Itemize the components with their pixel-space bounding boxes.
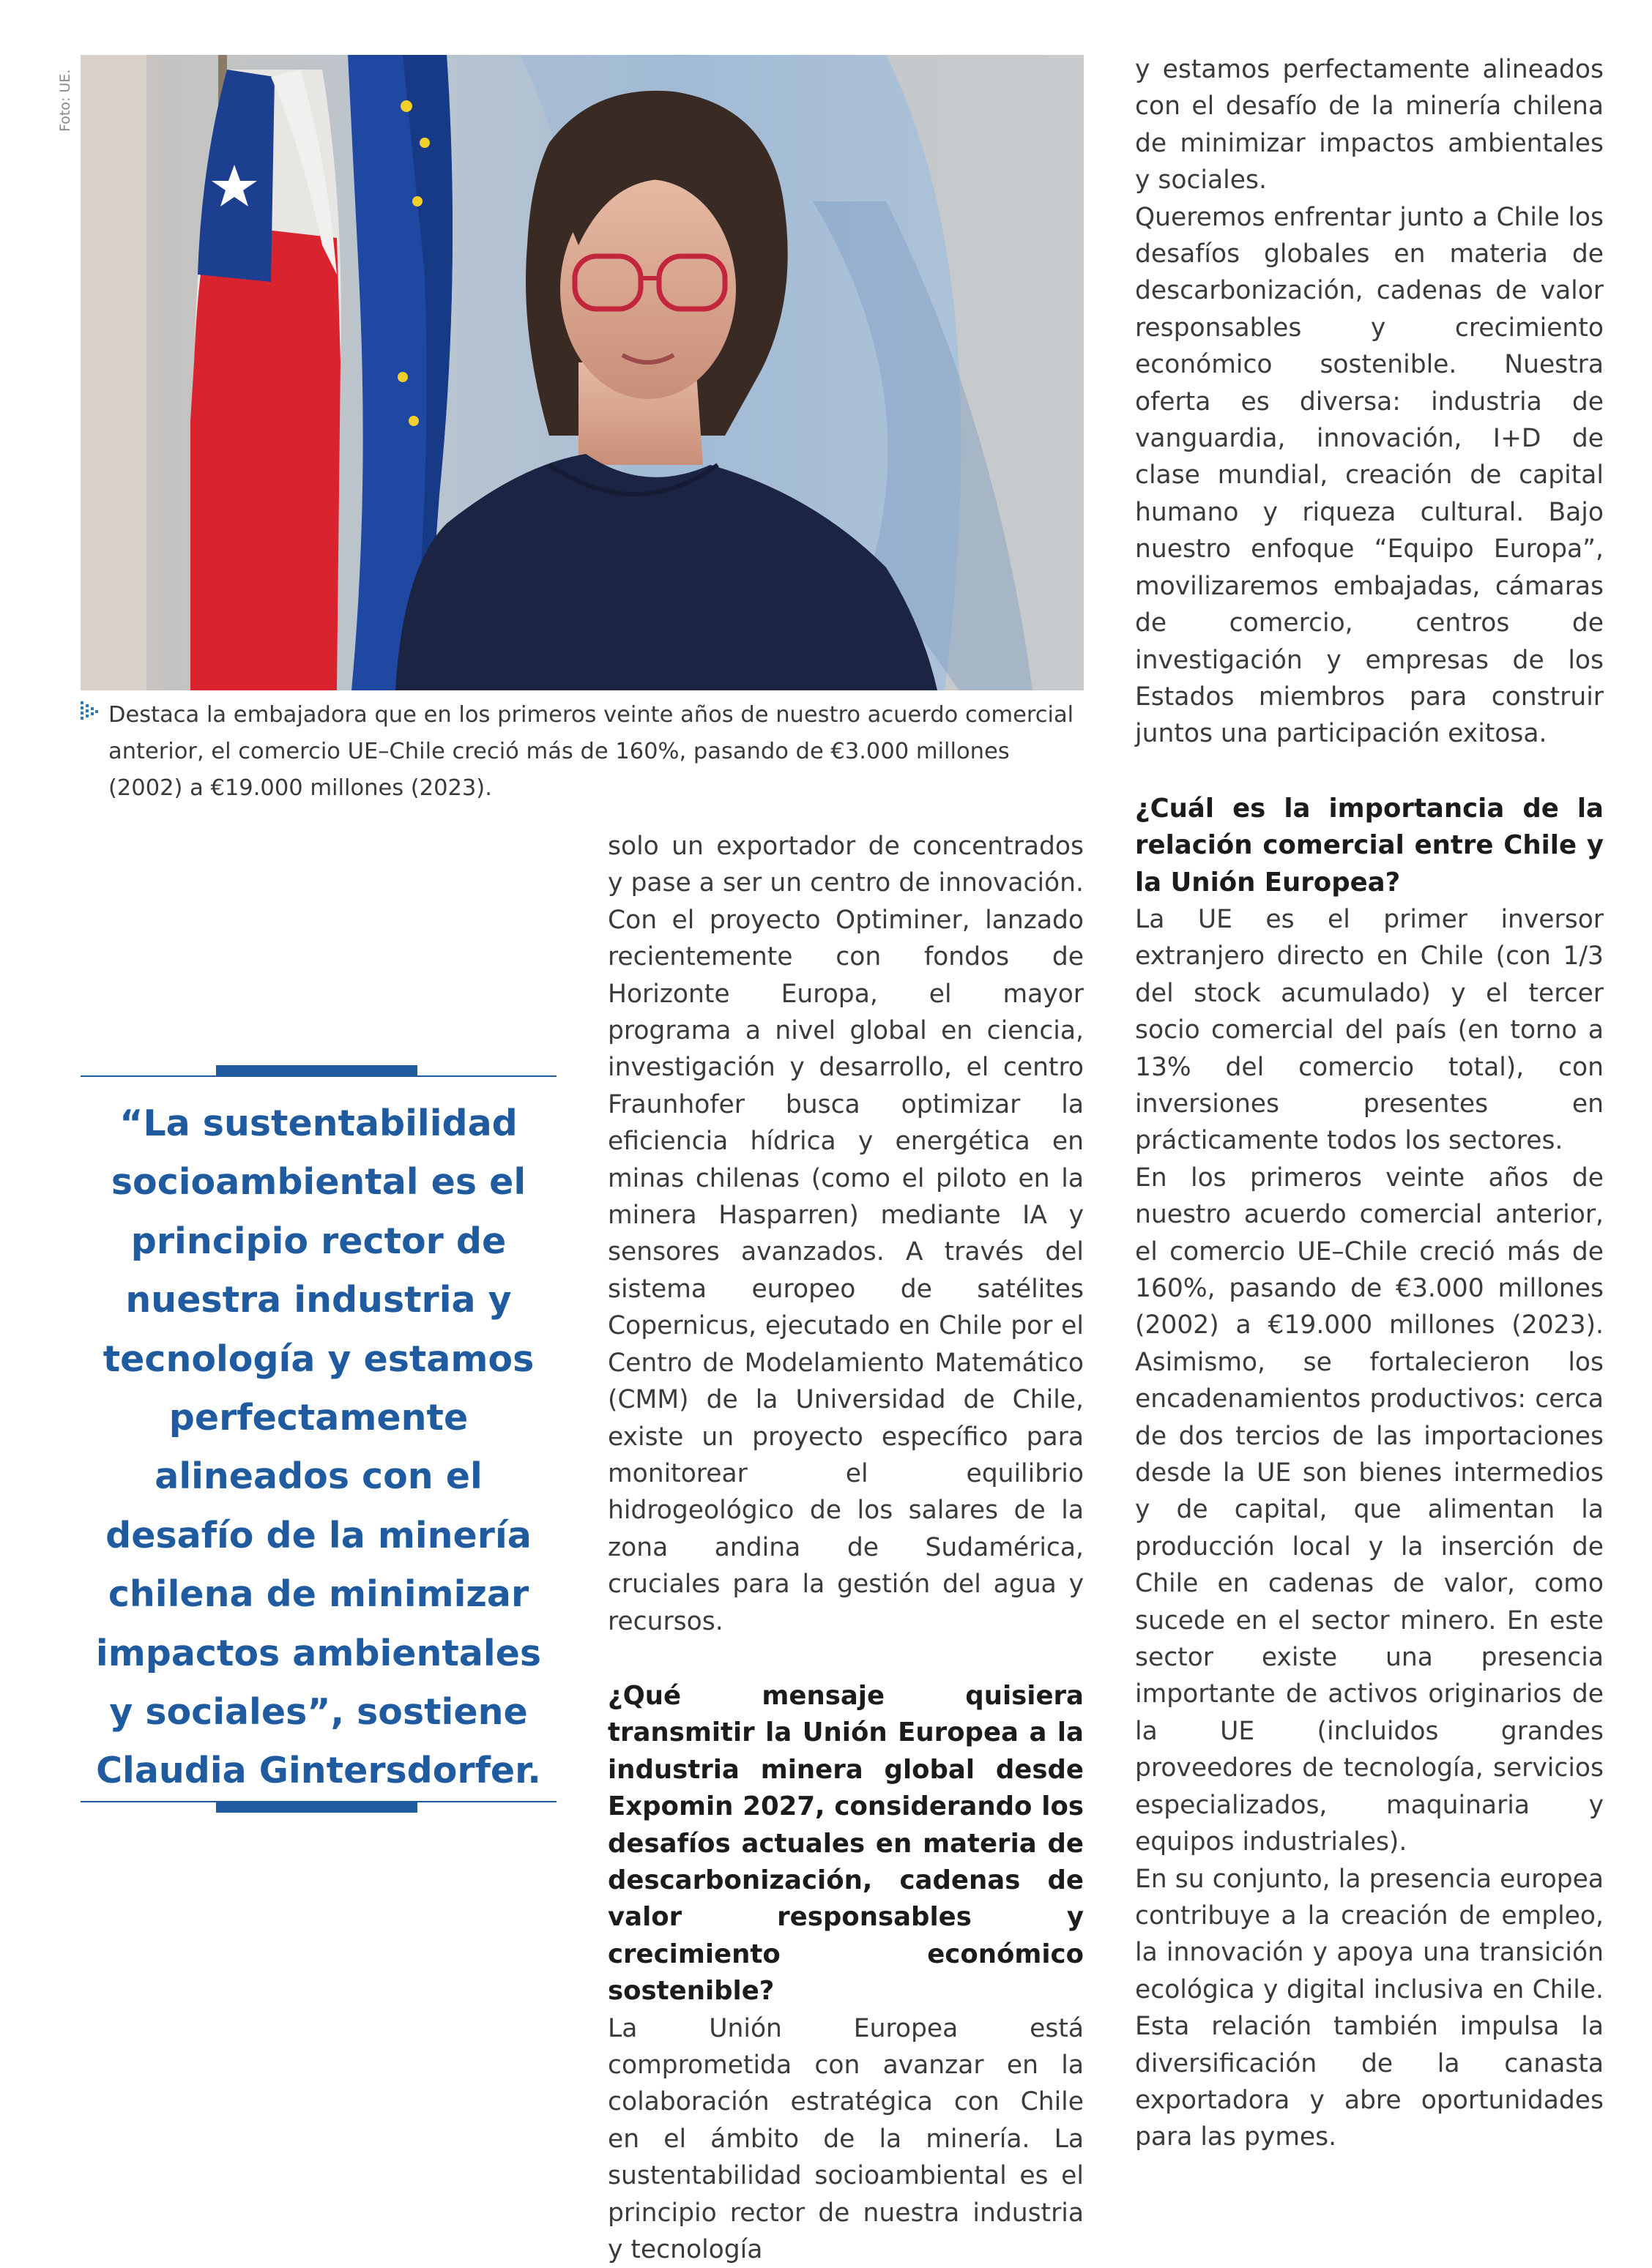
column-right	[1135, 51, 1604, 2156]
paragraph: La Unión Europea está comprometida con avanzar en la colaboración estratégica con Chile en el ámbito de la minería. La sustentabilidad socioambiental es el principio rector de nuestra industria y tecnología	[608, 2013, 1084, 2265]
paragraph: y estamos perfectamente alineados con el desafío de la minería chilena de minimizar impactos ambientales y sociales.	[1135, 55, 1604, 195]
column-middle	[608, 828, 1084, 2268]
paragraph: Queremos enfrentar junto a Chile los desafíos globales en materia de descarbonización, cadenas de valor responsables y crecimiento económico sostenible. Nuestra oferta es diversa: industria de vanguardia, innovación, I+D de clase mundial, creación de capital humano y riqueza cultural. Bajo nuestro enfoque “Equipo Europa”, movilizaremos embajadas, cámaras de comercio, centros de investigación y empresas de los Estados miembros para construir juntos una participación exitosa.	[1135, 202, 1604, 749]
photo-credit	[57, 51, 79, 132]
paragraph: En su conjunto, la presencia europea contribuye a la creación de empleo, la innovación y apoya una transición ecológica y digital inclusiva en Chile. Esta relación también impulsa la diversificación de la canasta exportadora y abre oportunidades para las pymes.	[1135, 1864, 1604, 2152]
paragraph: La UE es el primer inversor extranjero directo en Chile (con 1/3 del stock acumulado) y el tercer socio comercial del país (en torno a 13% del comercio total), con inversiones presentes en prácticamente todos los sectores.	[1135, 904, 1604, 1156]
photo-caption	[81, 697, 1087, 807]
pull-quote-bottom-bar	[216, 1802, 417, 1813]
caption-dots-icon	[81, 701, 98, 720]
photo-credit-text: Foto: UE.	[57, 69, 73, 132]
chile-flag	[190, 55, 341, 690]
paragraph: En los primeros veinte años de nuestro acuerdo comercial anterior, el comercio UE–Chile creció más de 160%, pasando de €3.000 millones (2002) a €19.000 millones (2023). Asimismo, se fortalecieron los encadenamientos productivos: cerca de dos tercios de las importaciones desde la UE son bienes intermedios y de capital, que alimentan la producción local y la inserción de Chile en cadenas de valor, como sucede en el sector minero. En este sector existe una presencia importante de activos originarios de la UE (incluidos grandes proveedores de tecnología, servicios especializados, maquinaria y equipos industriales).	[1135, 1163, 1604, 1857]
caption-text: Destaca la embajadora que en los primeros veinte años de nuestro acuerdo comercial anterior, el comercio UE–Chile creció más de 160%, pasando de €3.000 millones (2002) a €19.000 millones (2023).	[108, 702, 1074, 801]
pull-quote-text: “La sustentabilidad socioambiental es el principio rector de nuestra industria y tecnología y estamos perfectamente alineados con el desafío de la minería chilena de minimizar impactos ambientales y sociales”, sostiene Claudia Gintersdorfer.	[95, 1103, 542, 1792]
pull-quote	[81, 1065, 557, 1812]
paragraph: solo un exportador de concentrados y pase a ser un centro de innovación. Con el proyecto Optiminer, lanzado recientemente con fondos de Horizonte Europa, el mayor programa a nivel global en ciencia, investigación y desarrollo, el centro Fraunhofer busca optimizar la eficiencia hídrica y energética en minas chilenas (como el piloto en la minera Hasparren) mediante IA y sensores avanzados. A través del sistema europeo de satélites Copernicus, ejecutado en Chile por el Centro de Modelamiento Matemático (CMM) de la Universidad de Chile, existe un proyecto específico para monitorear el equilibrio hidrogeológico de los salares de la zona andina de Sudamérica, cruciales para la gestión del agua y recursos.	[608, 832, 1084, 1636]
ambassador-photo	[81, 55, 1084, 690]
interview-question: ¿Qué mensaje quisiera transmitir la Unión Europea a la industria minera global desde Expomin 2027, considerando los desafíos actuales en materia de descarbonización, cadenas de valor responsables y crecimiento económico sostenible?	[608, 1680, 1084, 2007]
pull-quote-top-rule	[81, 1075, 557, 1077]
interview-question: ¿Cuál es la importancia de la relación comercial entre Chile y la Unión Europea?	[1135, 793, 1604, 898]
pull-quote-top-bar	[216, 1065, 417, 1075]
